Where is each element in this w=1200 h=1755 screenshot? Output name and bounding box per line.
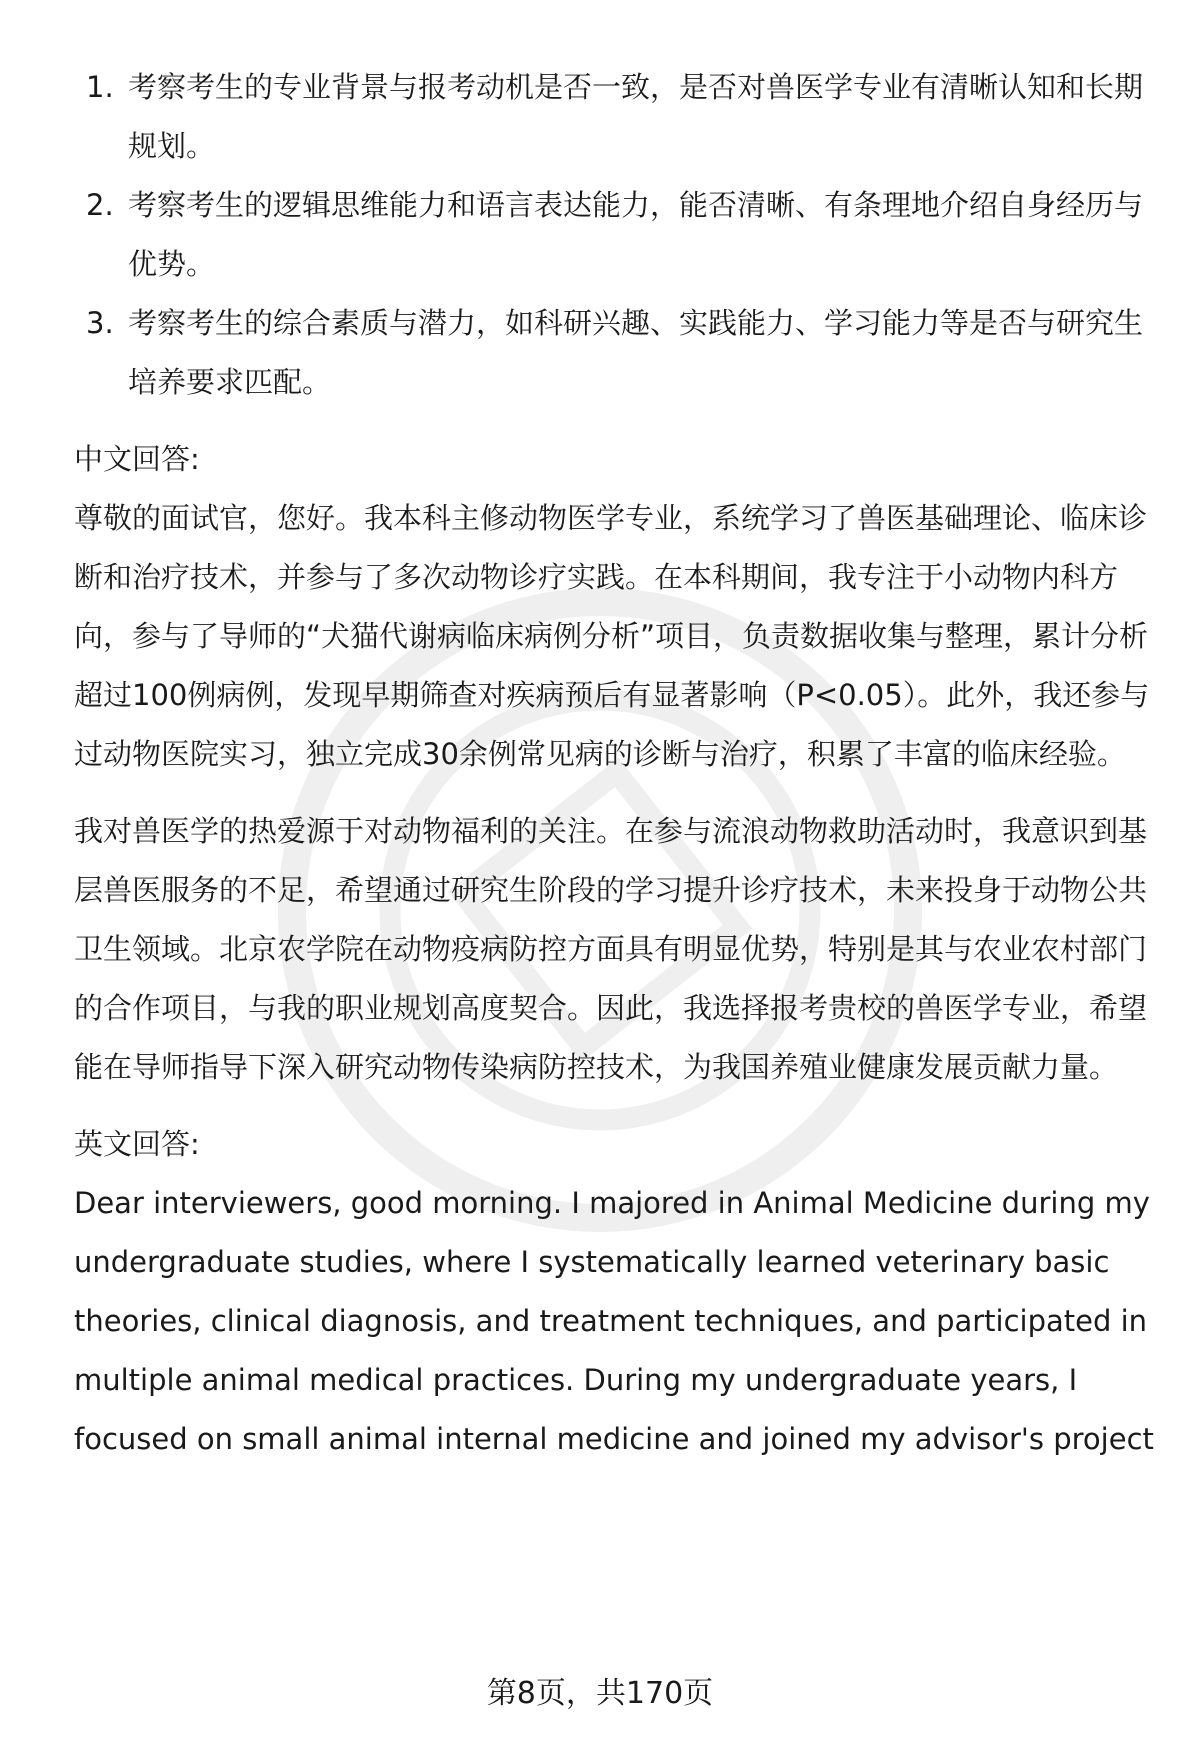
- list-number: 2.: [86, 188, 114, 222]
- chinese-answer-label: 中文回答:: [74, 442, 200, 476]
- page-number-footer: 第8页，共170页: [486, 1676, 714, 1711]
- assessment-points-list: [74, 58, 1154, 412]
- english-paragraph: Dear interviewers, good morning. I majored in Animal Medicine during my undergraduate studies, where I systematically learned veterinary basic theories, clinical diagnosis, and treatment techniques, and participated in multiple animal medical practices. During my undergraduate years, I focused on small animal internal medicine and joined my advisor's project: [74, 1186, 1154, 1456]
- list-item: [74, 176, 1154, 294]
- list-item: [74, 294, 1154, 412]
- list-item: [74, 58, 1154, 176]
- chinese-paragraph-2: 我对兽医学的热爱源于对动物福利的关注。在参与流浪动物救助活动时，我意识到基层兽医服务的不足，希望通过研究生阶段的学习提升诊疗技术，未来投身于动物公共卫生领域。北京农学院在动物疫病防控方面具有明显优势，特别是其与农业农村部门的合作项目，与我的职业规划高度契合。因此，我选择报考贵校的兽医学专业，希望能在导师指导下深入研究动物传染病防控技术，为我国养殖业健康发展贡献力量。: [74, 814, 1148, 1084]
- list-number: 3.: [86, 306, 114, 340]
- list-text: 考察考生的专业背景与报考动机是否一致，是否对兽医学专业有清晰认知和长期规划。: [128, 70, 1144, 163]
- list-text: 考察考生的逻辑思维能力和语言表达能力，能否清晰、有条理地介绍自身经历与优势。: [128, 188, 1144, 281]
- english-answer-label: 英文回答:: [74, 1127, 200, 1161]
- list-text: 考察考生的综合素质与潜力，如科研兴趣、实践能力、学习能力等是否与研究生培养要求匹配。: [128, 306, 1144, 399]
- main-content: [74, 58, 1154, 1469]
- list-number: 1.: [86, 70, 114, 104]
- chinese-paragraph-1: 尊敬的面试官，您好。我本科主修动物医学专业，系统学习了兽医基础理论、临床诊断和治疗技术，并参与了多次动物诊疗实践。在本科期间，我专注于小动物内科方向，参与了导师的“犬猫代谢病临床病例分析”项目，负责数据收集与整理，累计分析超过100例病例，发现早期筛查对疾病预后有显著影响（P<0.05）。此外，我还参与过动物医院实习，独立完成30余例常见病的诊断与治疗，积累了丰富的临床经验。: [74, 501, 1150, 771]
